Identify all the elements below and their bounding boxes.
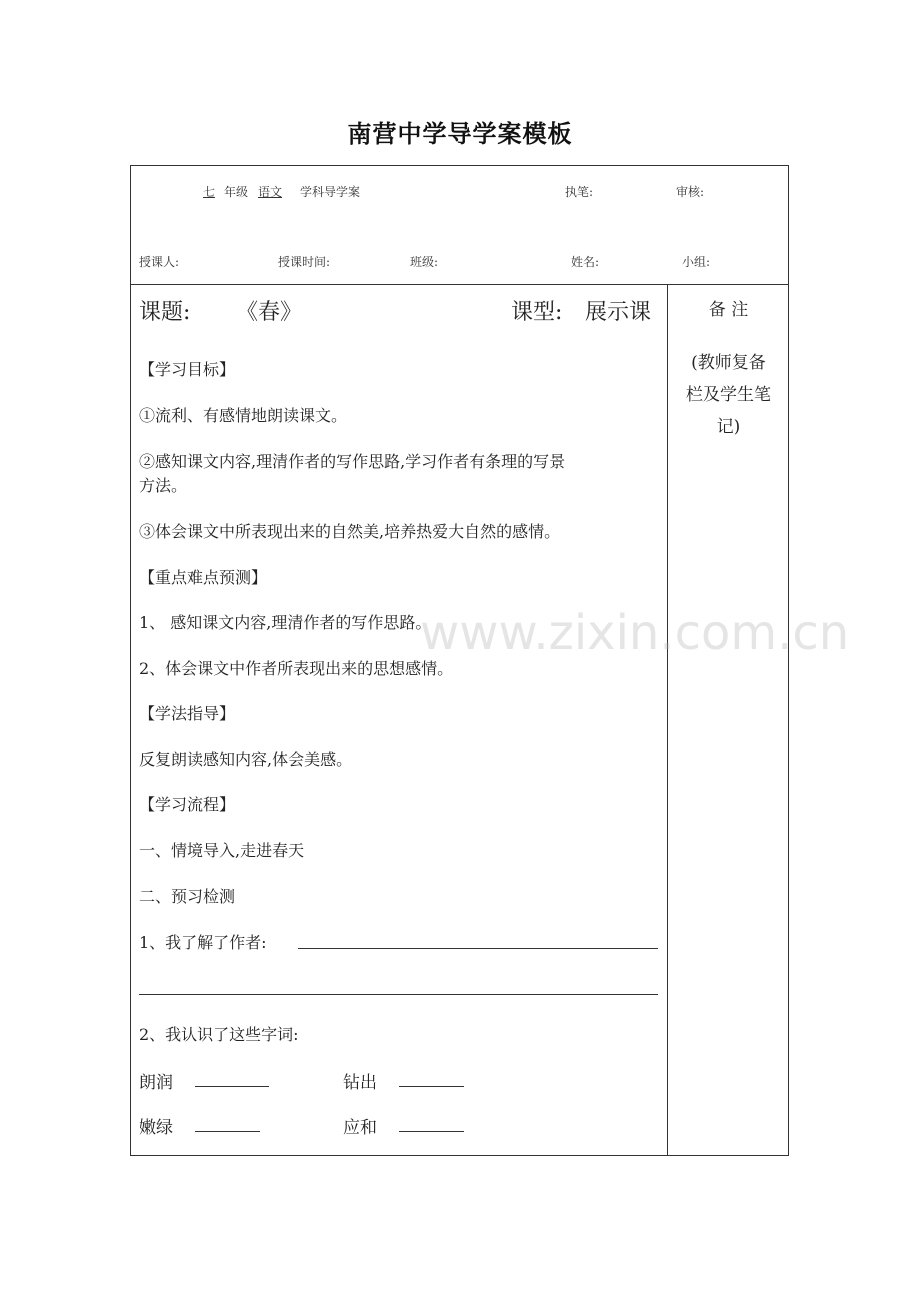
time-label: 授课时间:: [278, 255, 331, 269]
reviewer-label: 审核:: [676, 185, 705, 199]
question-1: 1、我了解了作者:: [139, 933, 267, 952]
method-1: 反复朗读感知内容,体会美感。: [139, 750, 353, 769]
key-2: 2、体会课文中作者所表现出来的思想感情。: [139, 659, 454, 678]
word-4-blank[interactable]: [399, 1131, 464, 1132]
step-1: 一、情境导入,走进春天: [139, 841, 305, 860]
document-title: 南营中学导学案模板: [347, 120, 573, 148]
topic-label: 课题:: [139, 300, 191, 325]
word-4: 应和: [343, 1118, 377, 1138]
remarks-line-1: (教师复备: [691, 353, 766, 373]
watermark: www.zixin.com.cn: [420, 605, 850, 661]
topic-value: 《春》: [236, 300, 303, 325]
goal-1: ①流利、有感情地朗读课文。: [139, 406, 348, 425]
name-label: 姓名:: [571, 255, 600, 269]
answer-line-2[interactable]: [139, 994, 658, 995]
answer-line-1[interactable]: [298, 948, 658, 949]
word-3: 嫩绿: [139, 1118, 173, 1138]
type-value: 展示课: [585, 300, 652, 325]
group-label: 小组:: [682, 255, 711, 269]
type-label: 课型:: [511, 300, 563, 325]
remarks-title: 备 注: [708, 300, 749, 320]
step-2: 二、预习检测: [139, 887, 236, 906]
remarks-line-3: 记): [716, 417, 741, 437]
grade-value: 七: [203, 185, 216, 199]
word-2-blank[interactable]: [399, 1086, 464, 1087]
teacher-label: 授课人:: [139, 255, 180, 269]
process-heading: 【学习流程】: [139, 795, 236, 814]
class-label: 班级:: [410, 255, 439, 269]
writer-label: 执笔:: [565, 185, 594, 199]
method-heading: 【学法指导】: [139, 704, 236, 723]
goal-2-line-1: ②感知课文内容,理清作者的写作思路,学习作者有条理的写景: [139, 452, 566, 471]
key-heading: 【重点难点预测】: [139, 568, 268, 587]
word-2: 钻出: [343, 1073, 377, 1093]
remarks-line-2: 栏及学生笔: [686, 385, 771, 405]
goal-2-line-2: 方法。: [139, 476, 188, 495]
question-2: 2、我认识了这些字词:: [139, 1025, 299, 1044]
subject-value: 语文: [258, 185, 283, 199]
word-3-blank[interactable]: [195, 1131, 260, 1132]
word-1-blank[interactable]: [195, 1086, 269, 1087]
key-1: 1、 感知课文内容,理清作者的写作思路。: [139, 613, 432, 632]
goals-heading: 【学习目标】: [139, 360, 236, 379]
goal-3: ③体会课文中所表现出来的自然美,培养热爱大自然的感情。: [139, 522, 561, 541]
grade-label: 年级: [224, 185, 249, 199]
word-1: 朗润: [139, 1073, 173, 1093]
subject-label: 学科导学案: [300, 185, 361, 199]
header-divider: [130, 284, 789, 285]
